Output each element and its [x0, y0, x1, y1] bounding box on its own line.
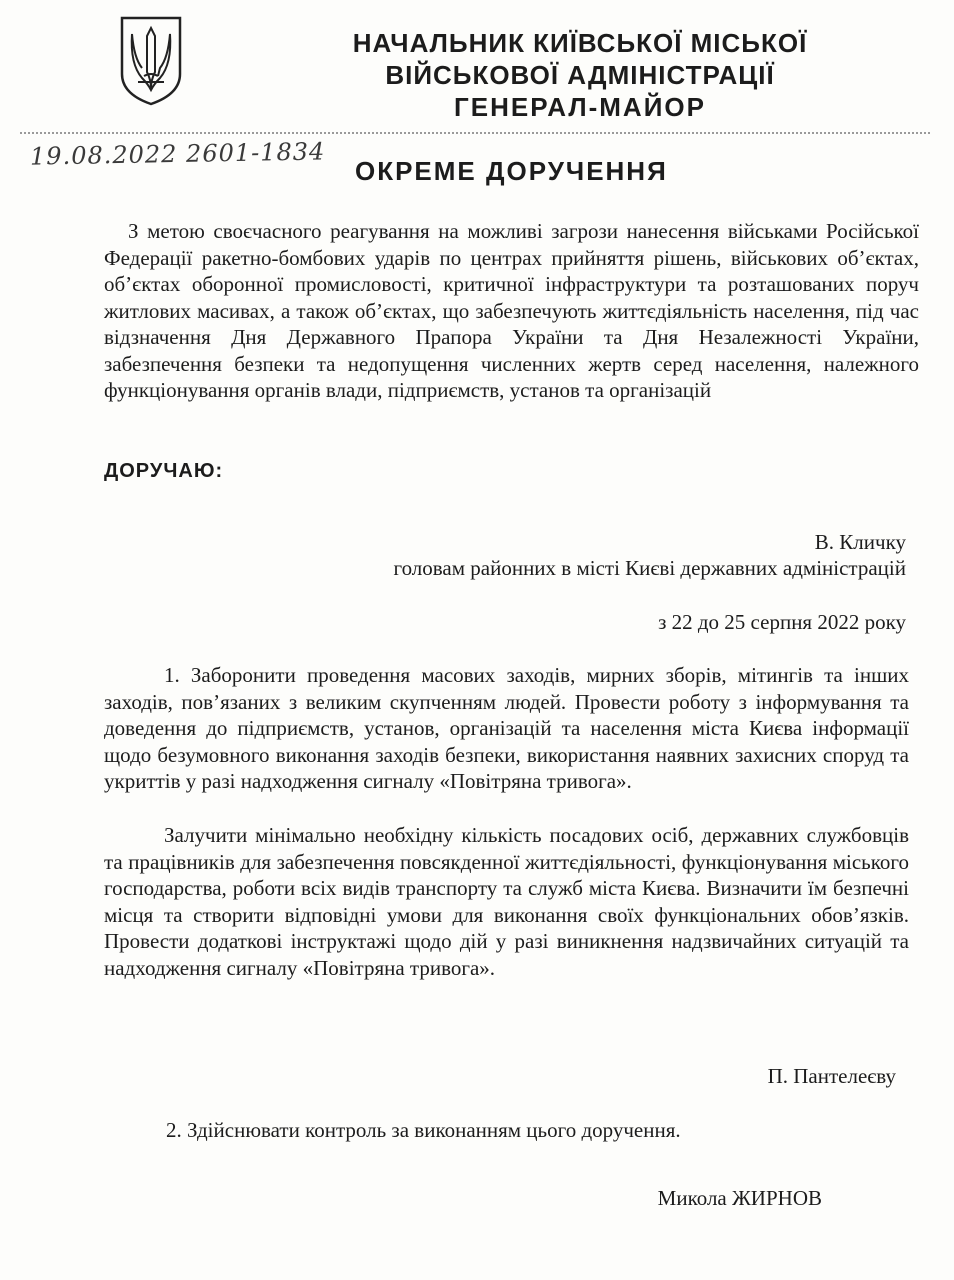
intro-paragraph: З метою своєчасного реагування на можливі загрози нанесення військами Російської Федерації ракетно-бомбових ударів по центрах прийняття рішень, військових об’єктах, об’єктах оборонної промисловості, критичної інфраструктури та розташованих поруч житлових масивах, а також об’єктах, що забезпечують життєдіяльність населення, під час відзначення Дня Державного Прапора України та Дня Незалежності України, забезпечення безпеки та недопущення численних жертв серед населення, належного функціонування органів влади, підприємств, установ та організацій	[104, 219, 919, 402]
handwritten-registration: 19.08.2022 2601-1834	[29, 137, 326, 171]
trident-emblem-icon	[118, 14, 184, 106]
header-line-3: ГЕНЕРАЛ-МАЙОР	[454, 92, 706, 122]
instruct-heading: ДОРУЧАЮ:	[104, 460, 224, 482]
period-text: з 22 до 25 серпня 2022 року	[658, 610, 906, 634]
document-title: ОКРЕМЕ ДОРУЧЕННЯ	[355, 156, 668, 186]
responsible-person: П. Пантелеєву	[767, 1064, 896, 1088]
header-divider	[20, 132, 930, 134]
item-1-paragraph: 1. Заборонити проведення масових заходів, мирних зборів, мітингів та інших заходів, пов’язаних з великим скупченням людей. Провести роботу з інформування та доведення до підприємств, установ, організацій та населення міста Києва інформації щодо безумовного виконання заходів безпеки, використання наявних захисних споруд та укриттів у разі надходження сигналу «Повітряна тривога».	[104, 663, 909, 793]
addressee-district-heads: головам районних в місті Києві державних адміністрацій	[393, 556, 906, 580]
header-line-2: ВІЙСЬКОВОЇ АДМІНІСТРАЦІЇ	[385, 60, 775, 90]
item-1-continuation: Залучити мінімально необхідну кількість посадових осіб, державних службовців та працівників для забезпечення повсякденної життєдіяльності, функціонування міського господарства, роботи всіх видів транспорту та служб міста Києва. Визначити їм безпечні місця та створити відповідні умови для виконання своїх функціональних обов’язків. Провести додаткові інструктажі щодо дій у разі виникнення надзвичайних ситуацій та надходження сигналу «Повітряна тривога».	[104, 823, 909, 980]
header-line-1: НАЧАЛЬНИК КИЇВСЬКОЇ МІСЬКОЇ	[352, 28, 808, 58]
item-2-paragraph: 2. Здійснювати контроль за виконанням цього доручення.	[166, 1118, 681, 1142]
addressee-mayor: В. Кличку	[814, 530, 906, 554]
signatory-name: Микола ЖИРНОВ	[657, 1186, 822, 1210]
